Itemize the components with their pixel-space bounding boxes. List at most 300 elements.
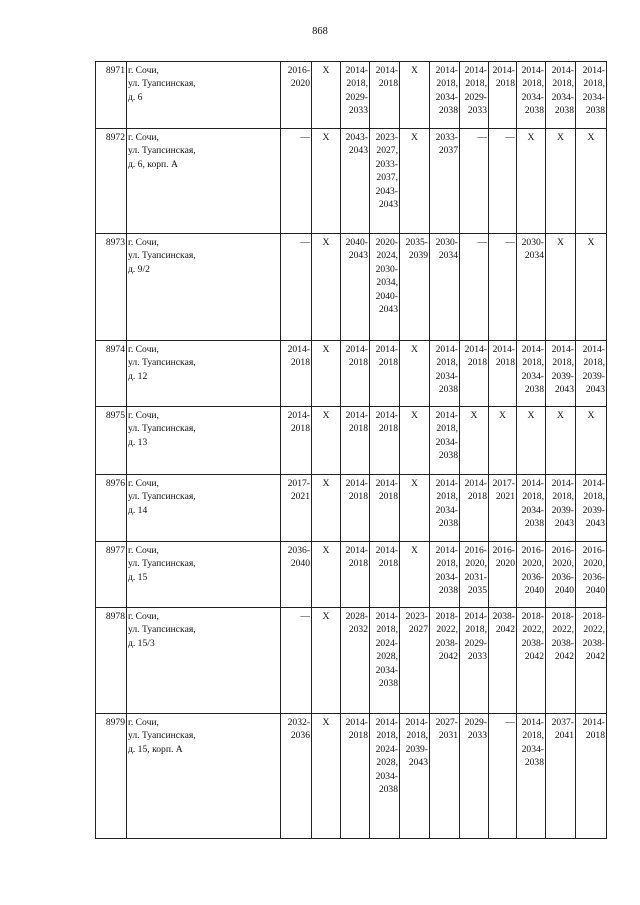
period-line: 2034	[438, 250, 458, 262]
period-line: X	[322, 545, 330, 556]
period-line: X	[557, 132, 564, 143]
period-cell	[312, 234, 341, 341]
period-cell	[400, 407, 430, 475]
period-line: 2014-	[287, 344, 310, 355]
period-cell	[576, 234, 607, 341]
period-line: X	[322, 65, 330, 76]
period-line: 2034-	[521, 743, 544, 755]
period-cell	[517, 62, 546, 129]
period-line: 2043	[554, 518, 574, 530]
address-cell	[127, 714, 281, 839]
period-cell	[546, 62, 576, 129]
period-line: 2018	[348, 491, 368, 503]
address-line: д. 6, корп. А	[128, 158, 178, 170]
period-line: 2036-	[521, 571, 544, 583]
period-line: 2022,	[436, 624, 458, 636]
address-line: д. 15, корп. А	[128, 743, 183, 755]
period-line: 2038	[438, 384, 458, 396]
address-line: г. Сочи,	[128, 132, 159, 143]
period-line: 2021	[495, 491, 515, 503]
period-line: 2018	[378, 423, 398, 435]
address-line: г. Сочи,	[128, 65, 159, 76]
period-line: 2018	[467, 491, 487, 503]
period-line: 2018	[348, 558, 368, 570]
address-cell	[127, 542, 281, 608]
period-line: X	[322, 132, 330, 143]
period-line: 2017-	[287, 478, 310, 489]
period-line: 2035-	[405, 237, 428, 248]
period-line: —	[505, 237, 515, 248]
period-line: 2034-	[435, 91, 458, 103]
address-line: г. Сочи,	[128, 478, 159, 489]
period-line: 2040	[554, 585, 574, 597]
period-line: 2034,	[376, 277, 398, 289]
period-line: 2014-	[405, 717, 428, 728]
period-line: 2039-	[582, 504, 605, 516]
address-cell	[127, 234, 281, 341]
period-line: 2036-	[582, 571, 605, 583]
period-line: 2018,	[583, 491, 605, 503]
period-line: 2038	[438, 585, 458, 597]
address-line: ул. Туапсинская,	[128, 145, 196, 157]
period-line: 2018	[378, 491, 398, 503]
period-line: 2018,	[436, 558, 458, 570]
period-line: 2014-	[435, 410, 458, 421]
period-line: 2028,	[376, 757, 398, 769]
period-cell	[576, 129, 607, 234]
period-cell	[489, 234, 517, 341]
period-cell	[430, 475, 460, 542]
period-cell	[370, 129, 400, 234]
period-cell	[460, 341, 489, 407]
table-row	[96, 542, 607, 608]
period-line: 2018	[290, 423, 310, 435]
period-line: 2016-	[551, 545, 574, 556]
period-cell	[400, 608, 430, 714]
period-line: 2018	[467, 357, 487, 369]
period-line: 2034-	[435, 436, 458, 448]
period-line: 2018-	[582, 611, 605, 622]
period-cell	[370, 475, 400, 542]
period-cell	[489, 129, 517, 234]
period-line: 2022,	[522, 624, 544, 636]
period-line: 2036	[290, 730, 310, 742]
period-line: 2029-	[464, 91, 487, 103]
period-line: 2014-	[345, 65, 368, 76]
period-cell	[576, 542, 607, 608]
period-line: X	[587, 237, 595, 248]
address-line: д. 15/3	[128, 637, 155, 649]
period-cell	[576, 608, 607, 714]
period-cell	[370, 234, 400, 341]
period-line: 2018,	[436, 357, 458, 369]
period-cell	[517, 542, 546, 608]
address-cell	[127, 341, 281, 407]
period-line: 2032	[348, 624, 368, 636]
period-line: 2014-	[345, 344, 368, 355]
period-line: 2042	[438, 651, 458, 663]
period-cell	[370, 608, 400, 714]
period-line: 2043	[585, 384, 605, 396]
period-line: 2020,	[465, 558, 487, 570]
address-line: г. Сочи,	[128, 611, 159, 622]
period-line: X	[587, 410, 595, 421]
period-line: 2038-	[551, 637, 574, 649]
period-line: 2033	[467, 105, 487, 117]
period-line: 2014-	[375, 410, 398, 421]
period-line: X	[411, 132, 418, 143]
period-cell	[312, 608, 341, 714]
period-line: 2037,	[376, 172, 398, 184]
period-line: 2014-	[345, 545, 368, 556]
period-line: 2014-	[345, 717, 368, 728]
period-line: 2018,	[583, 78, 605, 90]
period-cell	[517, 407, 546, 475]
period-line: 2014-	[345, 478, 368, 489]
period-line: 2018	[378, 357, 398, 369]
period-line: 2029-	[464, 717, 487, 728]
period-line: X	[322, 611, 330, 622]
address-cell	[127, 608, 281, 714]
period-line: 2038	[585, 105, 605, 117]
period-cell	[370, 62, 400, 129]
period-line: 2043	[585, 518, 605, 530]
period-line: 2034-	[375, 770, 398, 782]
period-line: 2028,	[376, 651, 398, 663]
period-cell	[517, 608, 546, 714]
table-row	[96, 407, 607, 475]
period-line: X	[411, 545, 418, 556]
period-line: 2016-	[464, 545, 487, 556]
period-line: —	[300, 132, 310, 143]
period-cell	[460, 62, 489, 129]
period-line: 2033-	[435, 132, 458, 143]
period-line: X	[322, 410, 330, 421]
period-line: 2018,	[436, 78, 458, 90]
period-line: 2034-	[435, 571, 458, 583]
period-line: 2038	[378, 784, 398, 796]
period-line: X	[411, 410, 418, 421]
address-line: ул. Туапсинская,	[128, 423, 196, 435]
period-line: 2014-	[464, 344, 487, 355]
period-line: 2033-	[375, 158, 398, 170]
period-line: 2039-	[582, 370, 605, 382]
period-cell	[546, 407, 576, 475]
period-line: 2030-	[375, 263, 398, 275]
period-line: X	[470, 410, 478, 421]
period-cell	[546, 714, 576, 839]
address-line: д. 14	[128, 504, 148, 516]
period-line: 2020,	[522, 558, 544, 570]
period-cell	[400, 475, 430, 542]
period-line: 2018	[495, 78, 515, 90]
period-cell	[400, 714, 430, 839]
period-line: 2014-	[464, 478, 487, 489]
period-line: 2018,	[552, 357, 574, 369]
address-line: ул. Туапсинская,	[128, 250, 196, 262]
period-cell	[312, 714, 341, 839]
period-line: 2038	[438, 450, 458, 462]
record-number: 8975	[96, 407, 127, 475]
period-line: 2018,	[552, 491, 574, 503]
period-cell	[460, 407, 489, 475]
address-line: д. 13	[128, 436, 148, 448]
period-line: 2018,	[552, 78, 574, 90]
period-line: 2041	[554, 730, 574, 742]
period-line: 2038-	[582, 637, 605, 649]
period-cell	[370, 407, 400, 475]
period-line: 2033	[348, 105, 368, 117]
period-cell	[312, 475, 341, 542]
period-line: 2036-	[551, 571, 574, 583]
period-line: 2043-	[375, 185, 398, 197]
period-cell	[546, 475, 576, 542]
period-cell	[281, 62, 312, 129]
table-body	[96, 62, 607, 839]
period-cell	[576, 714, 607, 839]
period-cell	[546, 129, 576, 234]
period-cell	[489, 714, 517, 839]
period-line: 2038	[524, 518, 544, 530]
period-line: X	[557, 237, 564, 248]
period-line: 2018,	[376, 624, 398, 636]
period-line: 2018,	[406, 730, 428, 742]
period-line: 2038	[438, 105, 458, 117]
address-line: г. Сочи,	[128, 410, 159, 421]
address-line: г. Сочи,	[128, 344, 159, 355]
period-line: 2014-	[375, 545, 398, 556]
period-line: 2032-	[287, 717, 310, 728]
address-cell	[127, 129, 281, 234]
period-cell	[341, 129, 370, 234]
period-line: 2043	[554, 384, 574, 396]
period-line: 2018	[585, 730, 605, 742]
period-line: 2034	[524, 250, 544, 262]
period-line: 2014-	[551, 344, 574, 355]
period-cell	[517, 475, 546, 542]
period-cell	[517, 341, 546, 407]
period-line: X	[587, 132, 595, 143]
period-line: 2018-	[521, 611, 544, 622]
record-number: 8976	[96, 475, 127, 542]
period-cell	[341, 62, 370, 129]
period-line: 2038	[524, 757, 544, 769]
period-cell	[460, 475, 489, 542]
period-line: 2014-	[551, 478, 574, 489]
period-cell	[341, 475, 370, 542]
address-line: ул. Туапсинская,	[128, 357, 196, 369]
period-line: 2020,	[552, 558, 574, 570]
period-line: —	[477, 237, 487, 248]
period-line: X	[527, 410, 535, 421]
address-cell	[127, 407, 281, 475]
period-line: X	[411, 478, 418, 489]
period-line: 2030-	[435, 237, 458, 248]
table-row	[96, 714, 607, 839]
period-cell	[400, 129, 430, 234]
address-line: д. 12	[128, 370, 148, 382]
period-cell	[489, 62, 517, 129]
period-line: X	[411, 344, 418, 355]
period-cell	[341, 714, 370, 839]
period-cell	[489, 475, 517, 542]
period-cell	[546, 341, 576, 407]
period-line: 2018,	[436, 491, 458, 503]
period-cell	[341, 234, 370, 341]
period-line: X	[322, 344, 330, 355]
record-number: 8971	[96, 62, 127, 129]
period-line: 2042	[495, 624, 515, 636]
period-line: 2033	[467, 651, 487, 663]
period-line: 2020	[495, 558, 515, 570]
address-line: д. 6	[128, 91, 143, 103]
period-cell	[489, 341, 517, 407]
period-cell	[281, 341, 312, 407]
period-line: 2038	[524, 105, 544, 117]
period-line: 2034-	[435, 504, 458, 516]
period-cell	[370, 714, 400, 839]
table-row	[96, 475, 607, 542]
period-line: 2042	[524, 651, 544, 663]
period-cell	[400, 234, 430, 341]
address-line: г. Сочи,	[128, 717, 159, 728]
period-line: 2029-	[345, 91, 368, 103]
period-cell	[312, 62, 341, 129]
period-line: 2030-	[521, 237, 544, 248]
period-cell	[546, 608, 576, 714]
period-cell	[430, 234, 460, 341]
period-line: 2016-	[287, 65, 310, 76]
period-line: 2018-	[435, 611, 458, 622]
period-line: 2014-	[582, 344, 605, 355]
period-line: 2038	[378, 678, 398, 690]
period-cell	[400, 542, 430, 608]
period-line: 2034-	[551, 91, 574, 103]
period-line: 2018	[348, 730, 368, 742]
period-cell	[312, 407, 341, 475]
period-cell	[281, 542, 312, 608]
period-line: X	[411, 65, 418, 76]
period-cell	[341, 407, 370, 475]
period-line: 2038	[554, 105, 574, 117]
period-line: 2039-	[551, 504, 574, 516]
period-cell	[400, 341, 430, 407]
period-line: 2028-	[345, 611, 368, 622]
record-number: 8974	[96, 341, 127, 407]
period-line: X	[557, 410, 564, 421]
period-line: 2018	[378, 558, 398, 570]
period-line: X	[322, 717, 330, 728]
period-line: 2014-	[582, 478, 605, 489]
period-cell	[430, 714, 460, 839]
period-line: 2023-	[375, 132, 398, 143]
period-line: X	[499, 410, 506, 421]
record-number: 8979	[96, 714, 127, 839]
period-line: —	[505, 717, 515, 728]
period-cell	[460, 234, 489, 341]
period-cell	[517, 714, 546, 839]
period-line: 2016-	[582, 545, 605, 556]
period-line: 2018,	[522, 491, 544, 503]
period-line: 2039-	[405, 743, 428, 755]
table-row	[96, 608, 607, 714]
period-line: 2040-	[345, 237, 368, 248]
table-row	[96, 234, 607, 341]
period-line: 2020,	[583, 558, 605, 570]
period-line: X	[322, 478, 330, 489]
period-cell	[341, 542, 370, 608]
page-number: 868	[312, 26, 328, 37]
period-line: 2018	[348, 423, 368, 435]
period-cell	[489, 542, 517, 608]
period-line: 2040	[524, 585, 544, 597]
period-line: 2018,	[465, 78, 487, 90]
period-line: 2020	[290, 78, 310, 90]
period-line: 2038	[438, 518, 458, 530]
period-line: 2042	[554, 651, 574, 663]
period-line: 2043	[408, 757, 428, 769]
period-cell	[430, 341, 460, 407]
period-line: 2014-	[464, 65, 487, 76]
period-cell	[281, 714, 312, 839]
period-line: 2038-	[521, 637, 544, 649]
period-line: 2023-	[405, 611, 428, 622]
period-line: 2018	[348, 357, 368, 369]
period-line: 2043	[348, 145, 368, 157]
period-line: 2043-	[345, 132, 368, 143]
period-line: 2031	[438, 730, 458, 742]
period-line: 2016-	[492, 545, 515, 556]
period-line: 2018,	[522, 730, 544, 742]
period-line: 2034-	[521, 91, 544, 103]
record-number: 8977	[96, 542, 127, 608]
period-line: 2014-	[464, 611, 487, 622]
table-row	[96, 341, 607, 407]
period-line: 2018,	[436, 423, 458, 435]
period-line: 2022,	[552, 624, 574, 636]
table-row	[96, 62, 607, 129]
period-line: 2043	[378, 199, 398, 211]
period-line: 2014-	[521, 65, 544, 76]
period-line: 2018,	[522, 78, 544, 90]
period-line: 2034-	[582, 91, 605, 103]
period-line: 2014-	[287, 410, 310, 421]
period-line: 2014-	[375, 717, 398, 728]
record-number: 8972	[96, 129, 127, 234]
period-line: 2014-	[435, 478, 458, 489]
period-line: 2014-	[435, 344, 458, 355]
address-line: г. Сочи,	[128, 237, 159, 248]
period-cell	[460, 608, 489, 714]
period-cell	[430, 608, 460, 714]
period-cell	[281, 129, 312, 234]
address-line: ул. Туапсинская,	[128, 558, 196, 570]
period-cell	[281, 234, 312, 341]
period-line: 2018-	[551, 611, 574, 622]
period-line: 2043	[348, 250, 368, 262]
period-line: 2022,	[583, 624, 605, 636]
period-line: 2040-	[375, 290, 398, 302]
period-cell	[576, 341, 607, 407]
period-line: 2018,	[465, 624, 487, 636]
period-line: 2039-	[551, 370, 574, 382]
address-line: д. 15	[128, 571, 148, 583]
address-line: ул. Туапсинская,	[128, 624, 196, 636]
period-cell	[281, 475, 312, 542]
record-number: 8978	[96, 608, 127, 714]
period-cell	[341, 608, 370, 714]
period-line: 2034-	[375, 664, 398, 676]
